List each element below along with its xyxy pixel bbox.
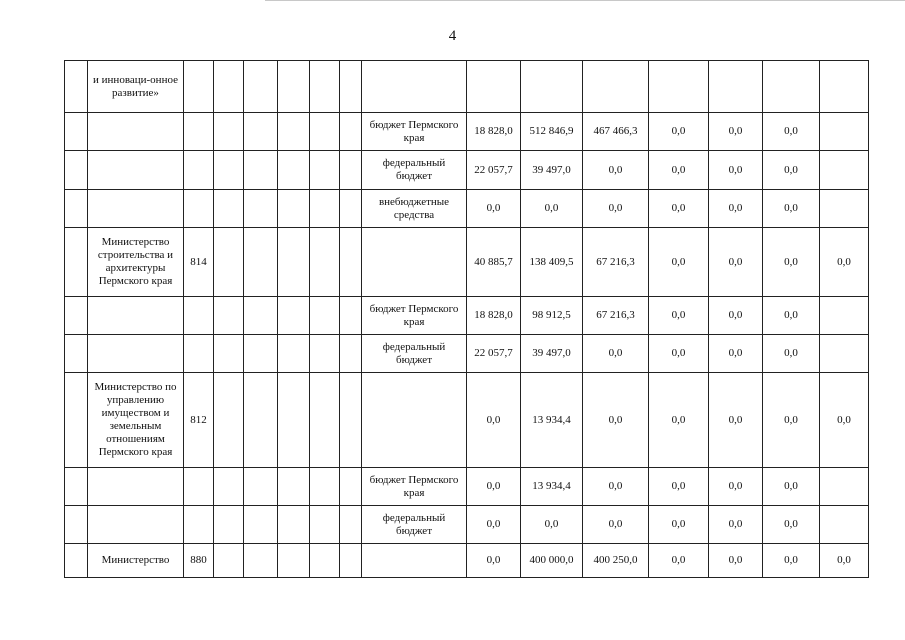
code-cell [184, 335, 214, 373]
classification-cell [340, 506, 362, 544]
value-cell: 0,0 [709, 506, 763, 544]
table-row [65, 335, 869, 373]
value-cell [583, 61, 649, 113]
classification-cell [244, 544, 278, 578]
classification-cell [340, 151, 362, 190]
code-cell [184, 61, 214, 113]
funding-source-cell [362, 544, 467, 578]
funding-source-cell [362, 373, 467, 468]
value-cell: 0,0 [709, 335, 763, 373]
classification-cell [310, 151, 340, 190]
table-row [65, 373, 869, 468]
value-cell: 400 250,0 [583, 544, 649, 578]
value-cell: 0,0 [709, 151, 763, 190]
table-row [65, 190, 869, 228]
classification-cell [278, 113, 310, 151]
funding-source-cell: федеральный бюджет [362, 335, 467, 373]
value-cell: 0,0 [763, 544, 820, 578]
value-cell [521, 61, 583, 113]
value-cell [649, 61, 709, 113]
funding-source-cell: федеральный бюджет [362, 506, 467, 544]
classification-cell [214, 468, 244, 506]
classification-cell [244, 151, 278, 190]
code-cell: 880 [184, 544, 214, 578]
value-cell [467, 61, 521, 113]
table-row [65, 544, 869, 578]
value-cell [763, 61, 820, 113]
classification-cell [340, 297, 362, 335]
classification-cell [244, 61, 278, 113]
value-cell: 13 934,4 [521, 373, 583, 468]
row-marker-cell [65, 61, 88, 113]
classification-cell [214, 373, 244, 468]
code-cell [184, 190, 214, 228]
value-cell: 39 497,0 [521, 151, 583, 190]
row-marker-cell [65, 113, 88, 151]
value-cell: 0,0 [649, 335, 709, 373]
funding-source-cell [362, 228, 467, 297]
budget-table-body [65, 61, 869, 578]
value-cell: 22 057,7 [467, 335, 521, 373]
row-marker-cell [65, 335, 88, 373]
classification-cell [340, 113, 362, 151]
classification-cell [214, 113, 244, 151]
classification-cell [340, 228, 362, 297]
table-row [65, 297, 869, 335]
classification-cell [310, 373, 340, 468]
value-cell: 0,0 [709, 228, 763, 297]
value-cell [820, 297, 869, 335]
classification-cell [214, 151, 244, 190]
value-cell: 0,0 [649, 228, 709, 297]
value-cell: 0,0 [763, 506, 820, 544]
classification-cell [278, 373, 310, 468]
organization-cell [88, 297, 184, 335]
value-cell: 0,0 [583, 373, 649, 468]
organization-cell: Министерство по управлению имуществом и земельным отношениям Пермского края [88, 373, 184, 468]
table-row [65, 113, 869, 151]
value-cell [820, 151, 869, 190]
value-cell: 67 216,3 [583, 297, 649, 335]
funding-source-cell: бюджет Пермского края [362, 468, 467, 506]
row-marker-cell [65, 190, 88, 228]
classification-cell [310, 544, 340, 578]
funding-source-cell: бюджет Пермского края [362, 297, 467, 335]
value-cell: 0,0 [820, 544, 869, 578]
classification-cell [214, 506, 244, 544]
value-cell: 0,0 [820, 228, 869, 297]
value-cell: 13 934,4 [521, 468, 583, 506]
organization-cell [88, 190, 184, 228]
classification-cell [340, 61, 362, 113]
value-cell: 138 409,5 [521, 228, 583, 297]
classification-cell [278, 61, 310, 113]
value-cell: 0,0 [583, 468, 649, 506]
funding-source-cell [362, 61, 467, 113]
code-cell [184, 113, 214, 151]
value-cell: 0,0 [649, 468, 709, 506]
organization-cell [88, 335, 184, 373]
value-cell: 512 846,9 [521, 113, 583, 151]
code-cell [184, 468, 214, 506]
value-cell [820, 61, 869, 113]
funding-source-cell: федеральный бюджет [362, 151, 467, 190]
value-cell [820, 113, 869, 151]
value-cell: 0,0 [820, 373, 869, 468]
value-cell: 0,0 [467, 190, 521, 228]
table-row [65, 151, 869, 190]
value-cell: 18 828,0 [467, 113, 521, 151]
value-cell: 0,0 [709, 373, 763, 468]
value-cell: 0,0 [467, 544, 521, 578]
row-marker-cell [65, 373, 88, 468]
organization-cell: Министерство строительства и архитектуры Пермского края [88, 228, 184, 297]
funding-source-cell: внебюджетные средства [362, 190, 467, 228]
value-cell: 0,0 [709, 190, 763, 228]
classification-cell [340, 335, 362, 373]
classification-cell [244, 113, 278, 151]
value-cell: 0,0 [763, 151, 820, 190]
organization-cell [88, 468, 184, 506]
classification-cell [214, 297, 244, 335]
value-cell: 0,0 [763, 297, 820, 335]
row-marker-cell [65, 506, 88, 544]
classification-cell [244, 373, 278, 468]
value-cell: 0,0 [709, 468, 763, 506]
value-cell: 39 497,0 [521, 335, 583, 373]
classification-cell [310, 297, 340, 335]
budget-table [64, 60, 869, 578]
classification-cell [340, 544, 362, 578]
value-cell: 22 057,7 [467, 151, 521, 190]
classification-cell [278, 190, 310, 228]
table-row [65, 506, 869, 544]
code-cell [184, 297, 214, 335]
organization-cell: и инноваци-онное развитие» [88, 61, 184, 113]
classification-cell [244, 190, 278, 228]
classification-cell [214, 228, 244, 297]
classification-cell [214, 190, 244, 228]
value-cell: 0,0 [521, 190, 583, 228]
value-cell: 0,0 [649, 151, 709, 190]
classification-cell [340, 468, 362, 506]
value-cell: 0,0 [467, 468, 521, 506]
value-cell: 0,0 [709, 544, 763, 578]
classification-cell [214, 544, 244, 578]
row-marker-cell [65, 228, 88, 297]
value-cell [820, 335, 869, 373]
classification-cell [310, 335, 340, 373]
code-cell [184, 151, 214, 190]
table-row [65, 228, 869, 297]
table-row [65, 468, 869, 506]
code-cell: 812 [184, 373, 214, 468]
value-cell: 0,0 [763, 468, 820, 506]
value-cell: 0,0 [649, 113, 709, 151]
organization-cell: Министерство [88, 544, 184, 578]
value-cell: 0,0 [467, 373, 521, 468]
classification-cell [310, 61, 340, 113]
value-cell: 0,0 [763, 190, 820, 228]
value-cell: 0,0 [649, 373, 709, 468]
code-cell [184, 506, 214, 544]
value-cell [820, 506, 869, 544]
code-cell: 814 [184, 228, 214, 297]
value-cell: 0,0 [709, 297, 763, 335]
classification-cell [310, 228, 340, 297]
row-marker-cell [65, 297, 88, 335]
funding-source-cell: бюджет Пермского края [362, 113, 467, 151]
page-number: 4 [448, 28, 457, 44]
classification-cell [244, 506, 278, 544]
classification-cell [244, 228, 278, 297]
value-cell [820, 190, 869, 228]
classification-cell [310, 113, 340, 151]
value-cell: 0,0 [583, 151, 649, 190]
classification-cell [278, 228, 310, 297]
classification-cell [244, 335, 278, 373]
value-cell: 0,0 [709, 113, 763, 151]
value-cell: 0,0 [583, 190, 649, 228]
value-cell: 0,0 [521, 506, 583, 544]
organization-cell [88, 151, 184, 190]
value-cell: 40 885,7 [467, 228, 521, 297]
classification-cell [278, 468, 310, 506]
page-top-border [265, 0, 905, 1]
classification-cell [214, 61, 244, 113]
row-marker-cell [65, 468, 88, 506]
classification-cell [244, 468, 278, 506]
value-cell: 18 828,0 [467, 297, 521, 335]
classification-cell [278, 544, 310, 578]
classification-cell [310, 506, 340, 544]
organization-cell [88, 113, 184, 151]
value-cell: 0,0 [649, 506, 709, 544]
value-cell: 0,0 [649, 544, 709, 578]
classification-cell [310, 468, 340, 506]
classification-cell [278, 335, 310, 373]
classification-cell [278, 506, 310, 544]
value-cell: 0,0 [583, 335, 649, 373]
table-row [65, 61, 869, 113]
value-cell [709, 61, 763, 113]
value-cell: 98 912,5 [521, 297, 583, 335]
value-cell: 0,0 [649, 297, 709, 335]
row-marker-cell [65, 151, 88, 190]
classification-cell [278, 297, 310, 335]
value-cell: 0,0 [763, 373, 820, 468]
organization-cell [88, 506, 184, 544]
value-cell: 0,0 [763, 335, 820, 373]
classification-cell [278, 151, 310, 190]
value-cell: 0,0 [649, 190, 709, 228]
value-cell: 0,0 [467, 506, 521, 544]
value-cell: 67 216,3 [583, 228, 649, 297]
classification-cell [310, 190, 340, 228]
value-cell: 400 000,0 [521, 544, 583, 578]
row-marker-cell [65, 544, 88, 578]
classification-cell [244, 297, 278, 335]
value-cell [820, 468, 869, 506]
classification-cell [340, 373, 362, 468]
value-cell: 0,0 [763, 113, 820, 151]
value-cell: 0,0 [583, 506, 649, 544]
classification-cell [214, 335, 244, 373]
value-cell: 467 466,3 [583, 113, 649, 151]
value-cell: 0,0 [763, 228, 820, 297]
classification-cell [340, 190, 362, 228]
